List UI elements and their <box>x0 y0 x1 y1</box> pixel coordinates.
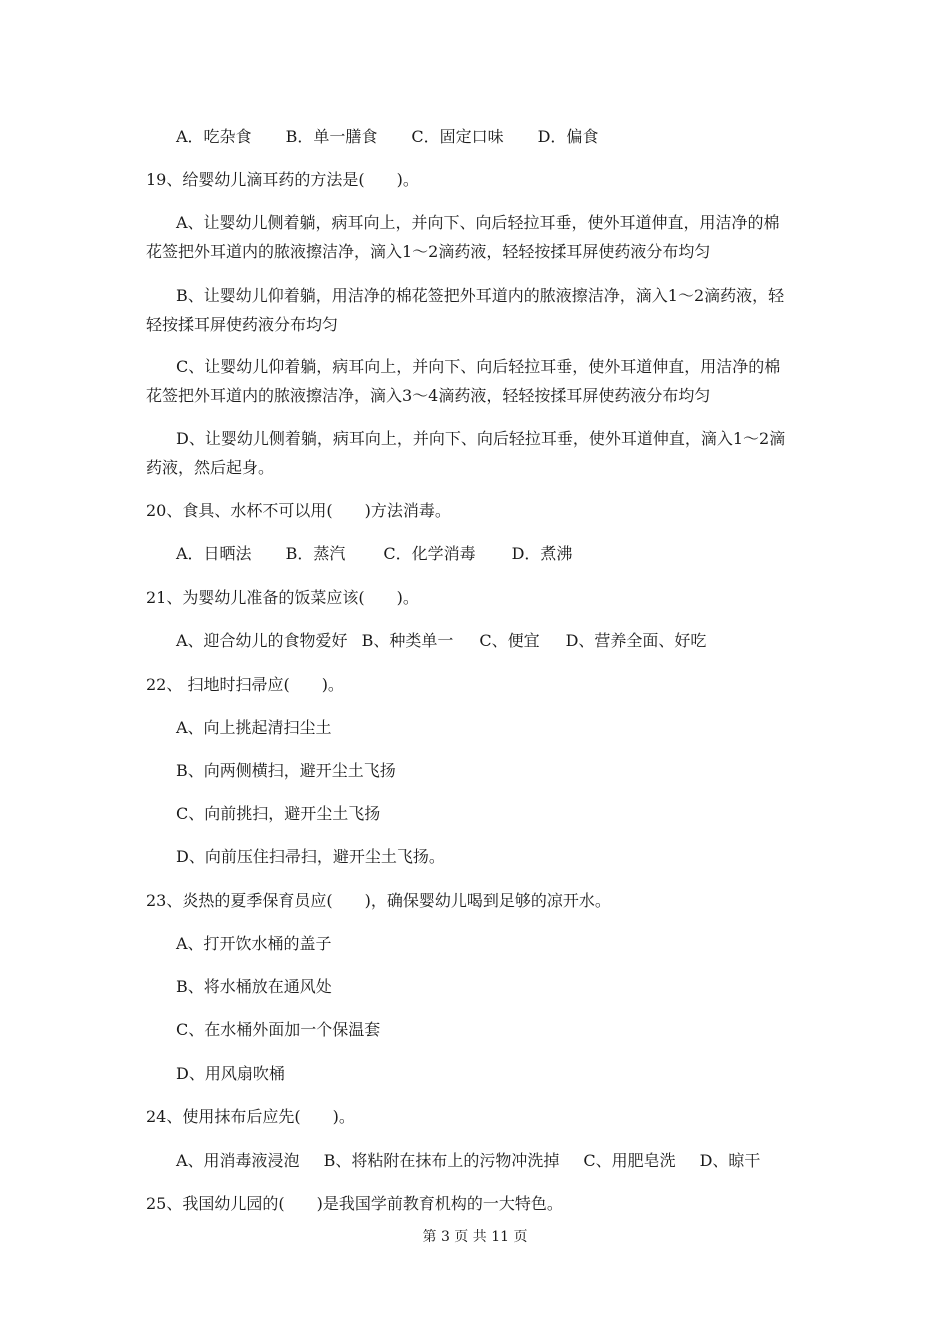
q18-option-a: A．吃杂食 <box>176 127 252 146</box>
q19-stem: 19、给婴幼儿滴耳药的方法是( )。 <box>146 170 419 189</box>
q23-option-b: B、将水桶放在通风处 <box>176 977 332 996</box>
q22-option-c: C、向前挑扫，避开尘土飞扬 <box>176 804 381 823</box>
q20-option-a: A．日晒法 <box>176 544 252 563</box>
q20-option-b: B．蒸汽 <box>285 544 346 563</box>
q22-option-d: D、向前压住扫帚扫，避开尘土飞扬。 <box>176 847 445 866</box>
q22-option-a: A、向上挑起清扫尘土 <box>176 718 332 737</box>
q22-option-b: B、向两侧横扫，避开尘土飞扬 <box>176 761 396 780</box>
q18-option-d: D．偏食 <box>537 127 599 146</box>
q18-options <box>176 127 598 147</box>
q20-stem: 20、食具、水杯不可以用( )方法消毒。 <box>146 501 451 520</box>
q19-option-c-line2: 花签把外耳道内的脓液擦洁净，滴入3～4滴药液，轻轻按揉耳屏使药液分布均匀 <box>146 386 711 405</box>
q24-options <box>176 1151 760 1171</box>
q21-option-a: A、迎合幼儿的食物爱好 <box>176 631 348 650</box>
q24-option-b: B、将粘附在抹布上的污物冲洗掉 <box>323 1151 560 1170</box>
q21-stem: 21、为婴幼儿准备的饭菜应该( )。 <box>146 588 419 607</box>
q18-option-c: C．固定口味 <box>411 127 504 146</box>
q21-option-d: D、营养全面、好吃 <box>565 631 707 650</box>
q23-option-d: D、用风扇吹桶 <box>176 1064 285 1083</box>
q20-options <box>176 544 572 564</box>
q20-option-c: C．化学消毒 <box>383 544 476 563</box>
q23-stem: 23、炎热的夏季保育员应( )，确保婴幼儿喝到足够的凉开水。 <box>146 891 611 910</box>
q23-option-a: A、打开饮水桶的盖子 <box>176 934 332 953</box>
q23-option-c: C、在水桶外面加一个保温套 <box>176 1020 381 1039</box>
q24-option-a: A、用消毒液浸泡 <box>176 1151 300 1170</box>
q19-option-a-line2: 花签把外耳道内的脓液擦洁净，滴入1～2滴药液，轻轻按揉耳屏使药液分布均匀 <box>146 242 711 261</box>
q19-option-b-line1: B、让婴幼儿仰着躺，用洁净的棉花签把外耳道内的脓液擦洁净，滴入1～2滴药液，轻 <box>176 286 785 305</box>
q24-option-d: D、晾干 <box>699 1151 761 1170</box>
q22-stem: 22、 扫地时扫帚应( )。 <box>146 675 344 694</box>
q19-option-d-line2: 药液，然后起身。 <box>146 458 275 477</box>
q21-option-b: B、种类单一 <box>361 631 454 650</box>
q19-option-c-line1: C、让婴幼儿仰着躺，病耳向上，并向下、向后轻拉耳垂，使外耳道伸直，用洁净的棉 <box>176 357 781 376</box>
q25-stem: 25、我国幼儿园的( )是我国学前教育机构的一大特色。 <box>146 1194 563 1213</box>
q21-option-c: C、便宜 <box>479 631 540 650</box>
q19-option-d-line1: D、让婴幼儿侧着躺，病耳向上，并向下、向后轻拉耳垂，使外耳道伸直，滴入1～2滴 <box>176 429 786 448</box>
q21-options <box>176 631 706 651</box>
q20-option-d: D．煮沸 <box>511 544 573 563</box>
q24-option-c: C、用肥皂洗 <box>583 1151 676 1170</box>
q24-stem: 24、使用抹布后应先( )。 <box>146 1107 355 1126</box>
q19-option-b-line2: 轻按揉耳屏使药液分布均匀 <box>146 315 339 334</box>
q18-option-b: B．单一膳食 <box>285 127 378 146</box>
q19-option-a-line1: A、让婴幼儿侧着躺，病耳向上，并向下、向后轻拉耳垂，使外耳道伸直，用洁净的棉 <box>176 213 780 232</box>
page-footer: 第 3 页 共 11 页 <box>422 1229 528 1245</box>
